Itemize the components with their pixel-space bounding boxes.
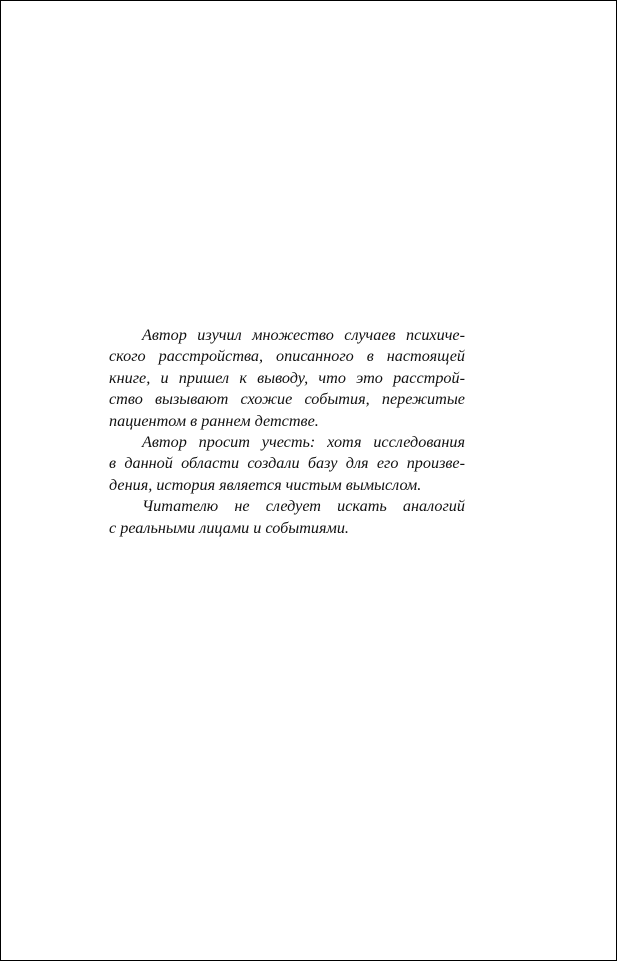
text-line: Автор просит учесть: хотя исследования xyxy=(142,433,465,452)
text-line: книге, и пришел к выводу, что это расстрой- xyxy=(109,368,465,387)
disclaimer-text xyxy=(109,325,465,539)
text-line: ство вызывают схожие события, пережитые xyxy=(109,390,465,409)
text-line: в данной области создали базу для его произве- xyxy=(109,454,465,473)
text-line: Автор изучил множество случаев психиче- xyxy=(142,326,465,344)
paragraph-3 xyxy=(109,496,465,539)
text-line: дения, история является чистым вымыслом. xyxy=(109,475,422,494)
text-line: с реальными лицами и событиями. xyxy=(109,518,349,537)
text-line: ского расстройства, описанного в настоящей xyxy=(109,347,465,366)
paragraph-1 xyxy=(109,325,465,432)
paragraph-2 xyxy=(109,432,465,496)
text-line: пациентом в раннем детстве. xyxy=(109,411,319,430)
text-line: Читателю не следует искать аналогий xyxy=(142,497,465,516)
